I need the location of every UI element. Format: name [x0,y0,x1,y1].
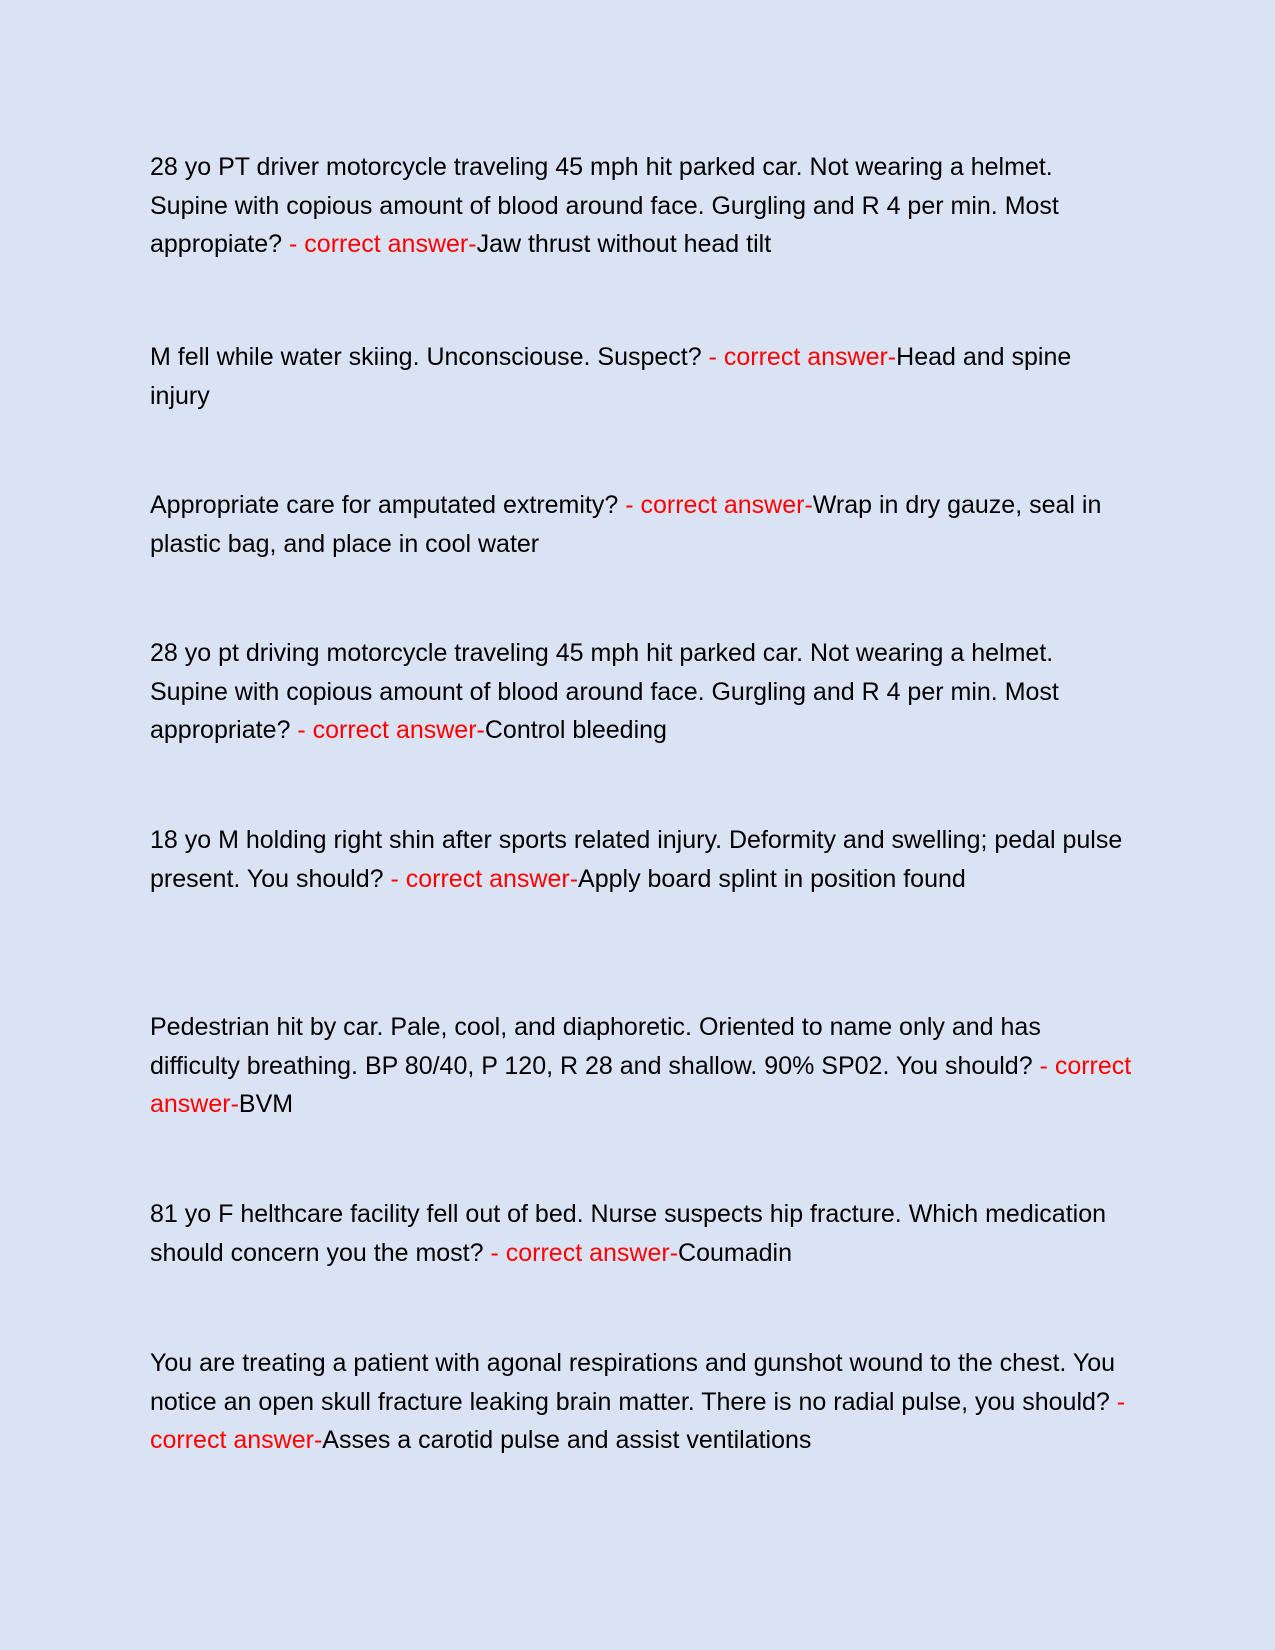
correct-answer-separator: - correct answer- [150,1051,1132,1118]
answer-text: Coumadin [678,1238,792,1267]
question-text: 28 yo pt driving motorcycle traveling 45 mph hit parked car. Not wearing a helmet. Supine with copious amount of blood around face. Gurgling and R 4 per min. Most appropriate? [150,639,1059,744]
answer-text: Control bleeding [484,716,667,744]
correct-answer-separator: - correct answer- [625,491,813,519]
question-text: Pedestrian hit by car. Pale, cool, and diaphoretic. Oriented to name only and has difficulty breathing. BP 80/40, P 120, R 28 and shallow. 90% SP02. You should? [150,1013,1041,1080]
qa-item [150,338,1135,415]
answer-text: Apply board splint in position found [578,864,966,893]
question-text: M fell while water skiing. Unconsciouse. Suspect? [150,343,709,371]
correct-answer-separator: - correct answer- [390,864,579,893]
qa-item [150,148,1135,264]
question-text: 28 yo PT driver motorcycle traveling 45 mph hit parked car. Not wearing a helmet. Supine with copious amount of blood around face. Gurgling and R 4 per min. Most appropiate? [150,153,1059,258]
question-text: You are treating a patient with agonal respirations and gunshot wound to the chest. You notice an open skull fracture leaking brain matter. There is no radial pulse, you should? [150,1349,1117,1416]
answer-text: Wrap in dry gauze, seal in plastic bag, and place in cool water [150,491,1102,558]
qa-item [150,1008,1135,1124]
answer-text: Asses a carotid pulse and assist ventilations [322,1426,812,1454]
qa-item [150,634,1135,750]
question-text: 81 yo F helthcare facility fell out of bed. Nurse suspects hip fracture. Which medication should concern you the most? [150,1200,1107,1267]
question-text: 18 yo M holding right shin after sports related injury. Deformity and swelling; pedal pulse present. You should? [150,826,1123,893]
answer-text: BVM [238,1090,294,1118]
qa-item [150,1195,1135,1272]
correct-answer-separator: - correct answer- [289,230,477,258]
answer-text: Jaw thrust without head tilt [476,230,772,258]
qa-item [150,821,1135,898]
correct-answer-separator: - correct answer- [150,1387,1126,1454]
correct-answer-separator: - correct answer- [708,343,897,371]
answer-text: Head and spine injury [150,343,1072,410]
correct-answer-separator: - correct answer- [297,716,485,744]
question-text: Appropriate care for amputated extremity? [150,491,626,519]
correct-answer-separator: - correct answer- [490,1238,679,1267]
qa-item [150,1344,1135,1460]
qa-item [150,486,1135,563]
